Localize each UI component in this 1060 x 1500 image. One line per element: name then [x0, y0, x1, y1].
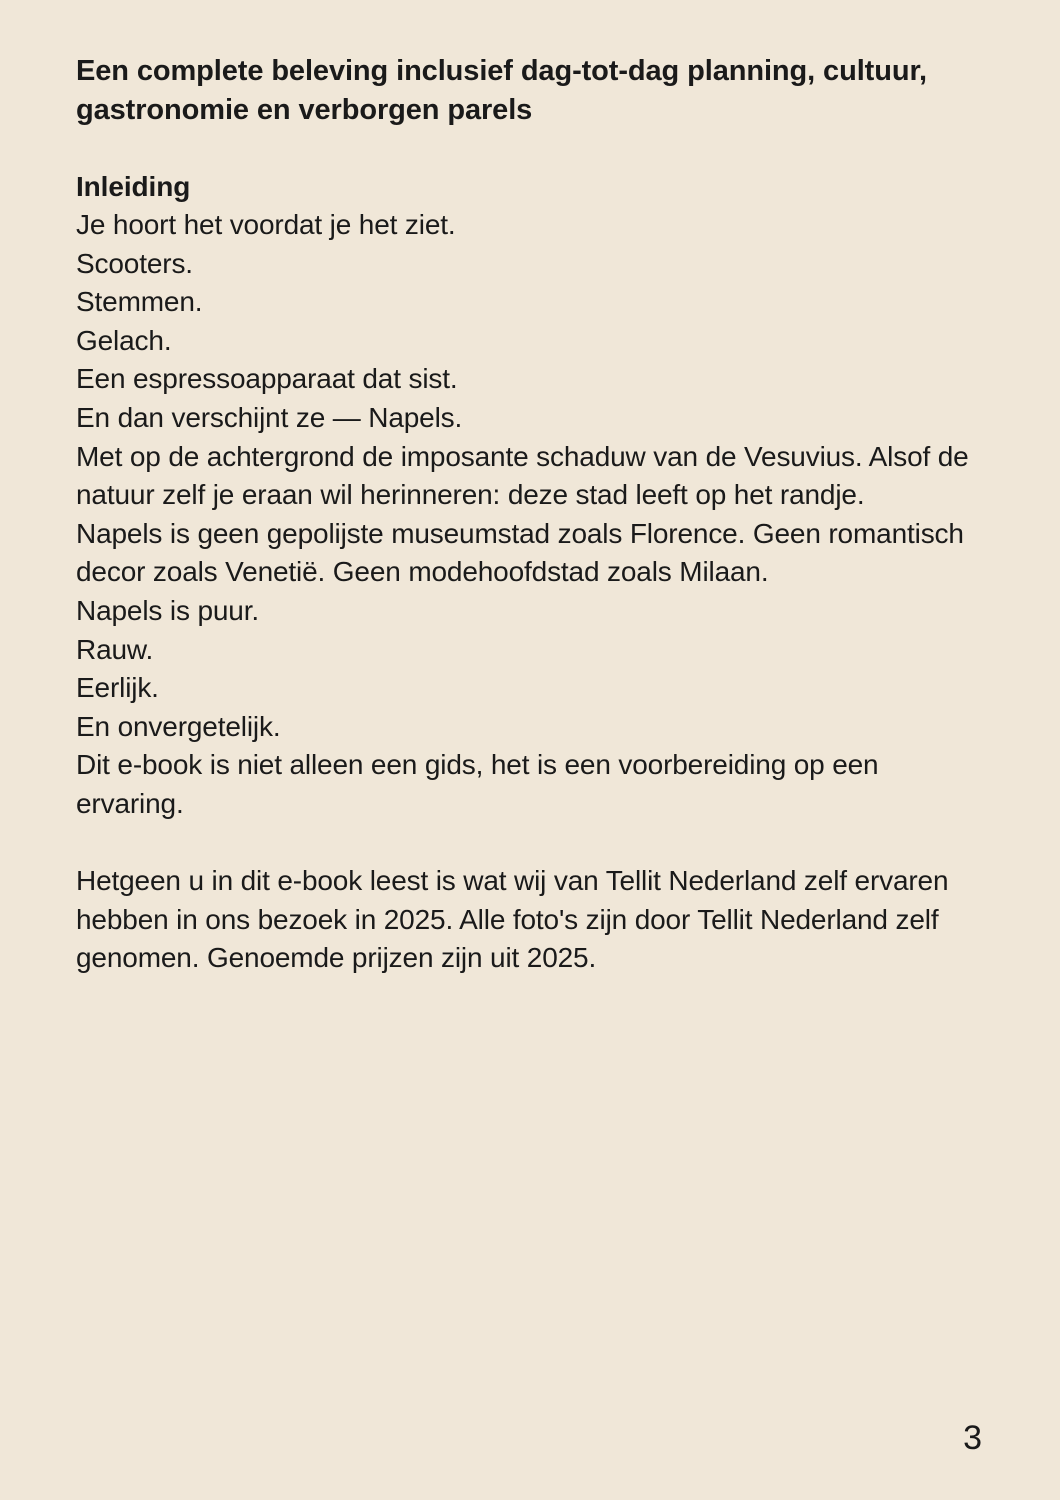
intro-line: Napels is geen gepolijste museumstad zoals Florence. Geen romantisch decor zoals Venetië. Geen modehoofdstad zoals Milaan. [76, 517, 972, 588]
page-number: 3 [963, 1419, 982, 1457]
title-gap-spacer [76, 129, 982, 168]
intro-text-block [76, 206, 982, 824]
intro-line: Rauw. [76, 633, 154, 665]
page-title: Een complete beleving inclusief dag-tot-dag planning, cultuur, gastronomie en verborgen parels [76, 55, 927, 126]
paragraph-gap-spacer [76, 824, 982, 863]
intro-line: En dan verschijnt ze — Napels. [76, 402, 463, 434]
intro-line: Stemmen. [76, 286, 203, 318]
intro-line: Napels is puur. [76, 595, 259, 627]
intro-line: Scooters. [76, 247, 193, 279]
intro-line: Eerlijk. [76, 672, 159, 704]
closing-paragraph: Hetgeen u in dit e-book leest is wat wij van Tellit Nederland zelf ervaren hebben in ons bezoek in 2025. Alle foto's zijn door Tellit Nederland zelf genomen. Genoemde prijzen zijn uit 2025. [76, 865, 949, 974]
section-heading-inleiding: Inleiding [76, 170, 191, 202]
intro-line: Dit e-book is niet alleen een gids, het is een voorbereiding op een ervaring. [76, 749, 887, 819]
intro-line: Een espressoapparaat dat sist. [76, 363, 458, 395]
intro-line: Gelach. [76, 324, 172, 356]
intro-line: Je hoort het voordat je het ziet. [76, 209, 456, 241]
intro-line: En onvergetelijk. [76, 710, 281, 742]
intro-line: Met op de achtergrond de imposante schaduw van de Vesuvius. Alsof de natuur zelf je eraan wil herinneren: deze stad leeft op het randje. [76, 440, 977, 511]
